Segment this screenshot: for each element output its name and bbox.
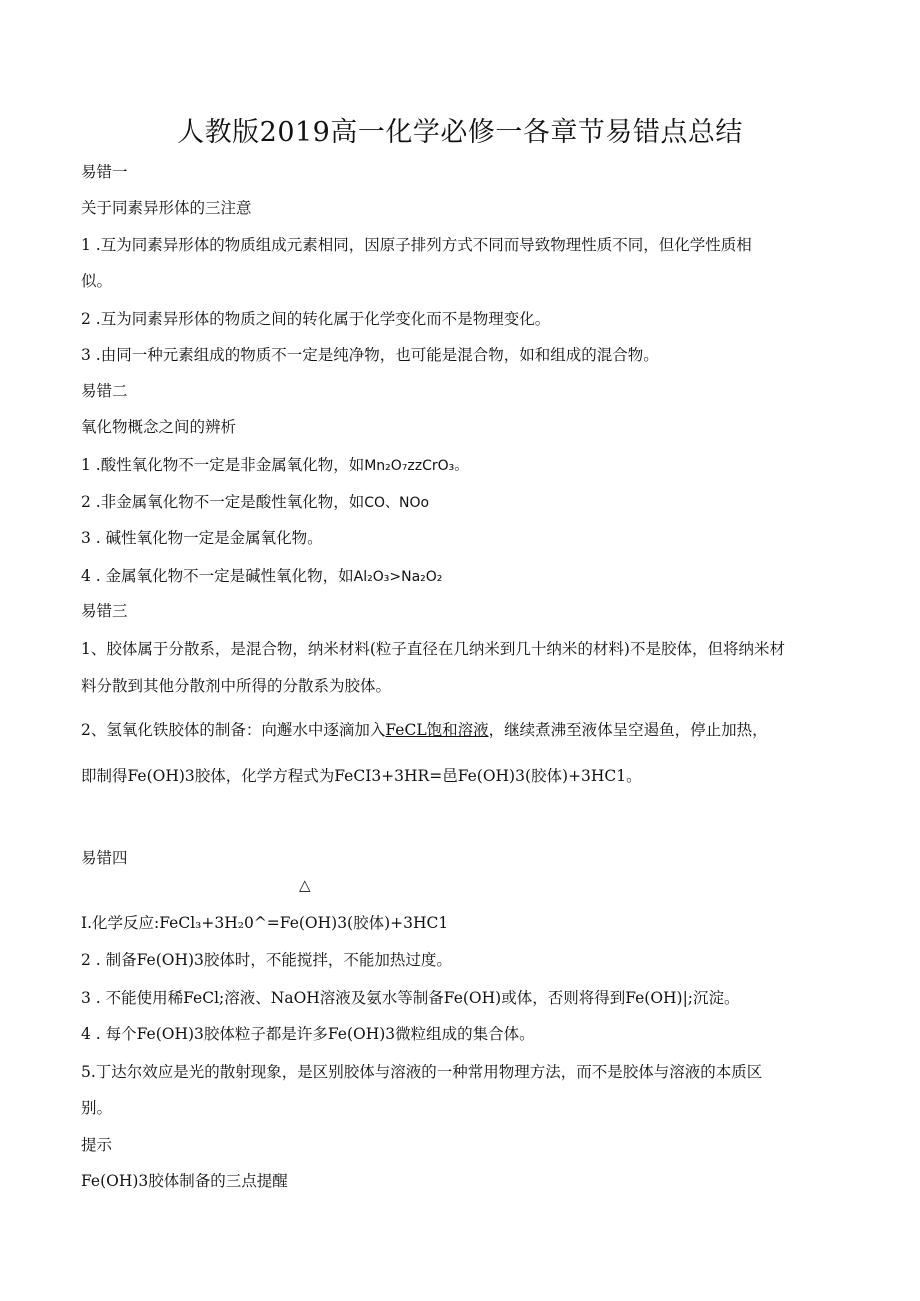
paragraph-line bbox=[81, 492, 429, 513]
paragraph-line: 3 . 碱性氧化物一定是金属氧化物。 bbox=[81, 529, 323, 547]
paragraph-line bbox=[81, 566, 442, 587]
paragraph-line: 1、胶体属于分散系，是混合物，纳米材料(粒子直径在几纳米到几十纳米的材料)不是胶体，但将纳米材 bbox=[81, 640, 785, 658]
line-text: 2、氢氧化铁胶体的制备：向邂水中逐滴加入 bbox=[81, 721, 386, 739]
section-heading-1: 易错一 bbox=[81, 163, 128, 181]
paragraph-line: 4 . 每个Fe(OH)3胶体粒子都是许多Fe(OH)3微粒组成的集合体。 bbox=[81, 1025, 535, 1043]
triangle-heat-symbol: △ bbox=[299, 876, 311, 894]
line-text: 4 . 金属氧化物不一定是碱性氧化物，如 bbox=[81, 567, 354, 585]
section-heading-3: 易错三 bbox=[81, 602, 128, 620]
paragraph-line: 1 .互为同素异形体的物质组成元素相同，因原子排列方式不同而导致物理性质不同，但化学性质相 bbox=[81, 236, 752, 254]
paragraph-line: 3 . 不能使用稀FeCl;溶液、NaOH溶液及氨水等制备Fe(OH)或体，否则将得到Fe(OH)|;沉淀。 bbox=[81, 989, 740, 1007]
paragraph-line: 即制得Fe(OH)3胶体，化学方程式为FeCI3+3HR=邑Fe(OH)3(胶体)+3HC1。 bbox=[81, 767, 642, 785]
underlined-text: FeCL饱和溶液 bbox=[385, 721, 489, 739]
tip-subtitle: Fe(OH)3胶体制备的三点提醒 bbox=[81, 1172, 288, 1190]
paragraph-line: 2 .互为同素异形体的物质之间的转化属于化学变化而不是物理变化。 bbox=[81, 310, 551, 328]
section-heading-4: 易错四 bbox=[81, 849, 128, 867]
section-heading-2: 易错二 bbox=[81, 382, 128, 400]
tip-heading: 提示 bbox=[81, 1136, 113, 1154]
chemical-formula: Al₂O₃>Na₂O₂ bbox=[353, 569, 443, 585]
paragraph-line: 别。 bbox=[81, 1099, 113, 1117]
paragraph-line: 2 . 制备Fe(OH)3胶体时，不能搅拌，不能加热过度。 bbox=[81, 951, 452, 969]
line-text: 1 .酸性氧化物不一定是非金属氧化物，如 bbox=[81, 456, 365, 474]
paragraph-line: 似。 bbox=[81, 272, 113, 290]
line-text: ，继续煮沸至液体呈空遏鱼，停止加热， bbox=[488, 721, 768, 739]
paragraph-line bbox=[81, 455, 468, 476]
paragraph-line: 3 .由同一种元素组成的物质不一定是纯净物，也可能是混合物，如和组成的混合物。 bbox=[81, 346, 659, 364]
paragraph-line bbox=[81, 720, 768, 740]
paragraph-line: 料分散到其他分散剂中所得的分散系为胶体。 bbox=[81, 677, 392, 695]
chemical-formula: Mn₂O₇zzCrO₃。 bbox=[364, 458, 469, 474]
line-text: 2 .非金属氧化物不一定是酸性氧化物，如 bbox=[81, 493, 365, 511]
chemical-formula: CO、NOo bbox=[364, 495, 430, 511]
paragraph-line: I.化学反应:FeCl₃+3H₂0^=Fe(OH)3(胶体)+3HC1 bbox=[81, 914, 449, 932]
section-subtitle-2: 氧化物概念之间的辨析 bbox=[81, 418, 237, 436]
page-title: 人教版2019高一化学必修一各章节易错点总结 bbox=[177, 117, 743, 148]
section-subtitle-1: 关于同素异形体的三注意 bbox=[81, 199, 252, 217]
paragraph-line: 5.丁达尔效应是光的散射现象，是区别胶体与溶液的一种常用物理方法，而不是胶体与溶液的本质区 bbox=[81, 1063, 763, 1081]
